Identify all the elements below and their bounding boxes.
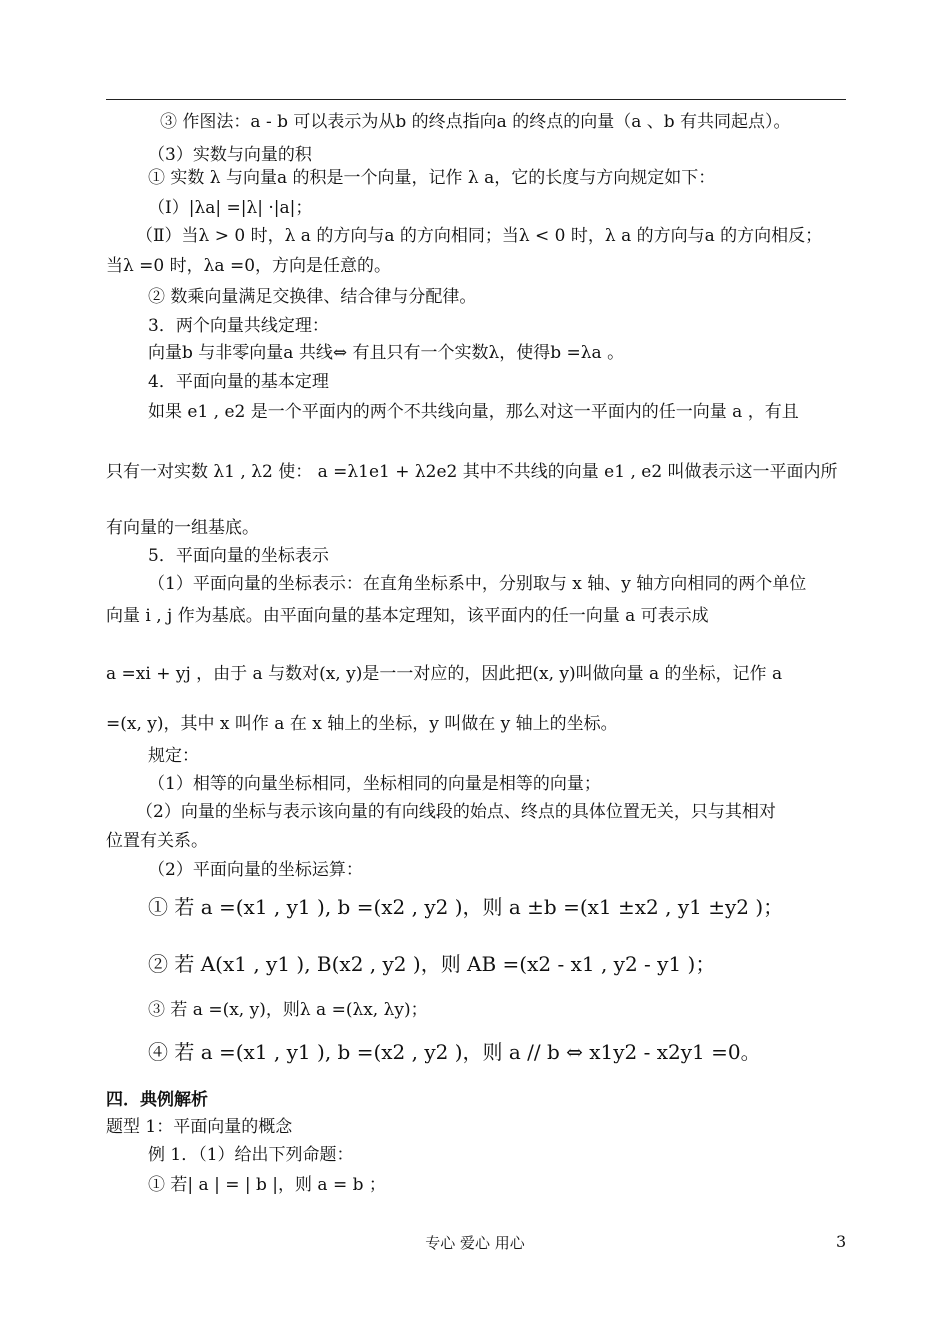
line-19: 规定： bbox=[148, 746, 199, 766]
line-3: ① 实数 λ 与向量a 的积是一个向量，记作 λ a，它的长度与方向规定如下： bbox=[148, 168, 716, 188]
line-31: ① 若| a | = | b |，则 a = b ； bbox=[148, 1175, 386, 1195]
line-29: 题型 1：平面向量的概念 bbox=[106, 1117, 293, 1137]
line-23: （2）平面向量的坐标运算： bbox=[148, 860, 363, 880]
line-13: 有向量的一组基底。 bbox=[106, 518, 259, 538]
page-number: 3 bbox=[836, 1232, 847, 1251]
line-16: 向量 i , j 作为基底。由平面向量的基本定理知，该平面内的任一向量 a 可表示成 bbox=[106, 606, 709, 626]
line-14: 5．平面向量的坐标表示 bbox=[148, 546, 329, 566]
line-6: 当λ =0 时，λa =0，方向是任意的。 bbox=[106, 256, 392, 276]
line-21: （2）向量的坐标与表示该向量的有向线段的始点、终点的具体位置无关，只与其相对 bbox=[136, 802, 776, 822]
line-10: 4．平面向量的基本定理 bbox=[148, 372, 329, 392]
line-15: （1）平面向量的坐标表示：在直角坐标系中，分别取与 x 轴、y 轴方向相同的两个单位 bbox=[148, 574, 807, 594]
line-12: 只有一对实数 λ1 , λ2 使： a =λ1e1 + λ2e2 其中不共线的向量 e1 , e2 叫做表示这一平面内所 bbox=[106, 462, 838, 482]
line-5: （Ⅱ）当λ > 0 时，λ a 的方向与a 的方向相同；当λ < 0 时，λ a 的方向与a 的方向相反； bbox=[136, 226, 823, 246]
line-30: 例 1．（1）给出下列命题： bbox=[148, 1145, 354, 1165]
line-22: 位置有关系。 bbox=[106, 831, 208, 851]
line-20: （1）相等的向量坐标相同，坐标相同的向量是相等的向量； bbox=[148, 774, 601, 794]
line-1: ③ 作图法：a - b 可以表示为从b 的终点指向a 的终点的向量（a 、b 有共同起点）。 bbox=[160, 112, 791, 132]
line-9: 向量b 与非零向量a 共线⇔ 有且只有一个实数λ，使得b =λa 。 bbox=[148, 343, 625, 363]
section-heading: 四．典例解析 bbox=[106, 1090, 208, 1110]
line-11: 如果 e1 , e2 是一个平面内的两个不共线向量，那么对这一平面内的任一向量 a ，有且 bbox=[148, 402, 799, 422]
line-27: ④ 若 a =(x1 , y1 ), b =(x2 , y2 )，则 a // b ⇔ x1y2 - x2y1 =0。 bbox=[148, 1040, 761, 1064]
line-18: =(x, y)，其中 x 叫作 a 在 x 轴上的坐标，y 叫做在 y 轴上的坐标。 bbox=[106, 714, 618, 734]
page-footer: 专心 爱心 用心 bbox=[425, 1234, 525, 1252]
line-26: ③ 若 a =(x, y)，则λ a =(λx, λy)； bbox=[148, 1000, 428, 1020]
line-2: （3）实数与向量的积 bbox=[148, 145, 312, 165]
line-25: ② 若 A(x1 , y1 ), B(x2 , y2 )，则 AB =(x2 - x1 , y2 - y1 )； bbox=[148, 952, 716, 976]
line-7: ② 数乘向量满足交换律、结合律与分配律。 bbox=[148, 287, 477, 307]
line-17: a =xi + yj ，由于 a 与数对(x, y)是一一对应的，因此把(x, y)叫做向量 a 的坐标，记作 a bbox=[106, 664, 783, 684]
line-8: 3．两个向量共线定理： bbox=[148, 316, 329, 336]
line-4: （Ⅰ）|λa| =|λ| ·|a|； bbox=[148, 198, 313, 218]
header-rule bbox=[106, 99, 846, 100]
line-24: ① 若 a =(x1 , y1 ), b =(x2 , y2 )，则 a ±b =(x1 ±x2 , y1 ±y2 )； bbox=[148, 895, 784, 919]
